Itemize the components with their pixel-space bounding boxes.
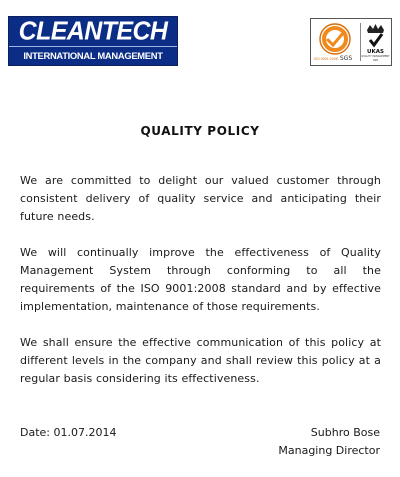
ukas-ref-label: 005 <box>372 58 379 62</box>
signatory-name: Subhro Bose <box>310 426 380 439</box>
logo-divider <box>9 46 177 47</box>
ukas-sub-label: QUALITY MANAGEMENT <box>361 55 390 58</box>
page-title: QUALITY POLICY <box>140 124 260 138</box>
company-logo <box>8 16 178 76</box>
policy-paragraph-2: We will continually improve the effectiveness of Quality Management System through conforming to all the requirements of the ISO 9001:2008 standard and by effective implementation, maintenance of those requirements. <box>20 246 381 313</box>
company-tagline: INTERNATIONAL MANAGEMENT SERVICES <box>23 50 163 76</box>
sgs-certification-seal-icon <box>315 22 357 62</box>
certification-badge <box>310 18 392 66</box>
company-name: CLEANTECH <box>18 16 168 46</box>
ukas-crown-icon <box>363 22 388 62</box>
policy-paragraph-1: We are committed to delight our valued customer through consistent delivery of quality service and anticipating their future needs. <box>20 174 381 223</box>
document-date: Date: 01.07.2014 <box>20 426 117 439</box>
signatory-title: Managing Director <box>278 444 380 457</box>
policy-paragraph-3: We shall ensure the effective communication of this policy at different levels in the company and shall review this policy at a regular basis considering its effectiveness. <box>20 336 381 385</box>
sgs-label: SGS <box>339 55 353 62</box>
signature-block <box>278 424 380 460</box>
ukas-label: UKAS <box>367 49 384 55</box>
iso-standard-label: ISO 9001:2008 <box>314 57 338 61</box>
